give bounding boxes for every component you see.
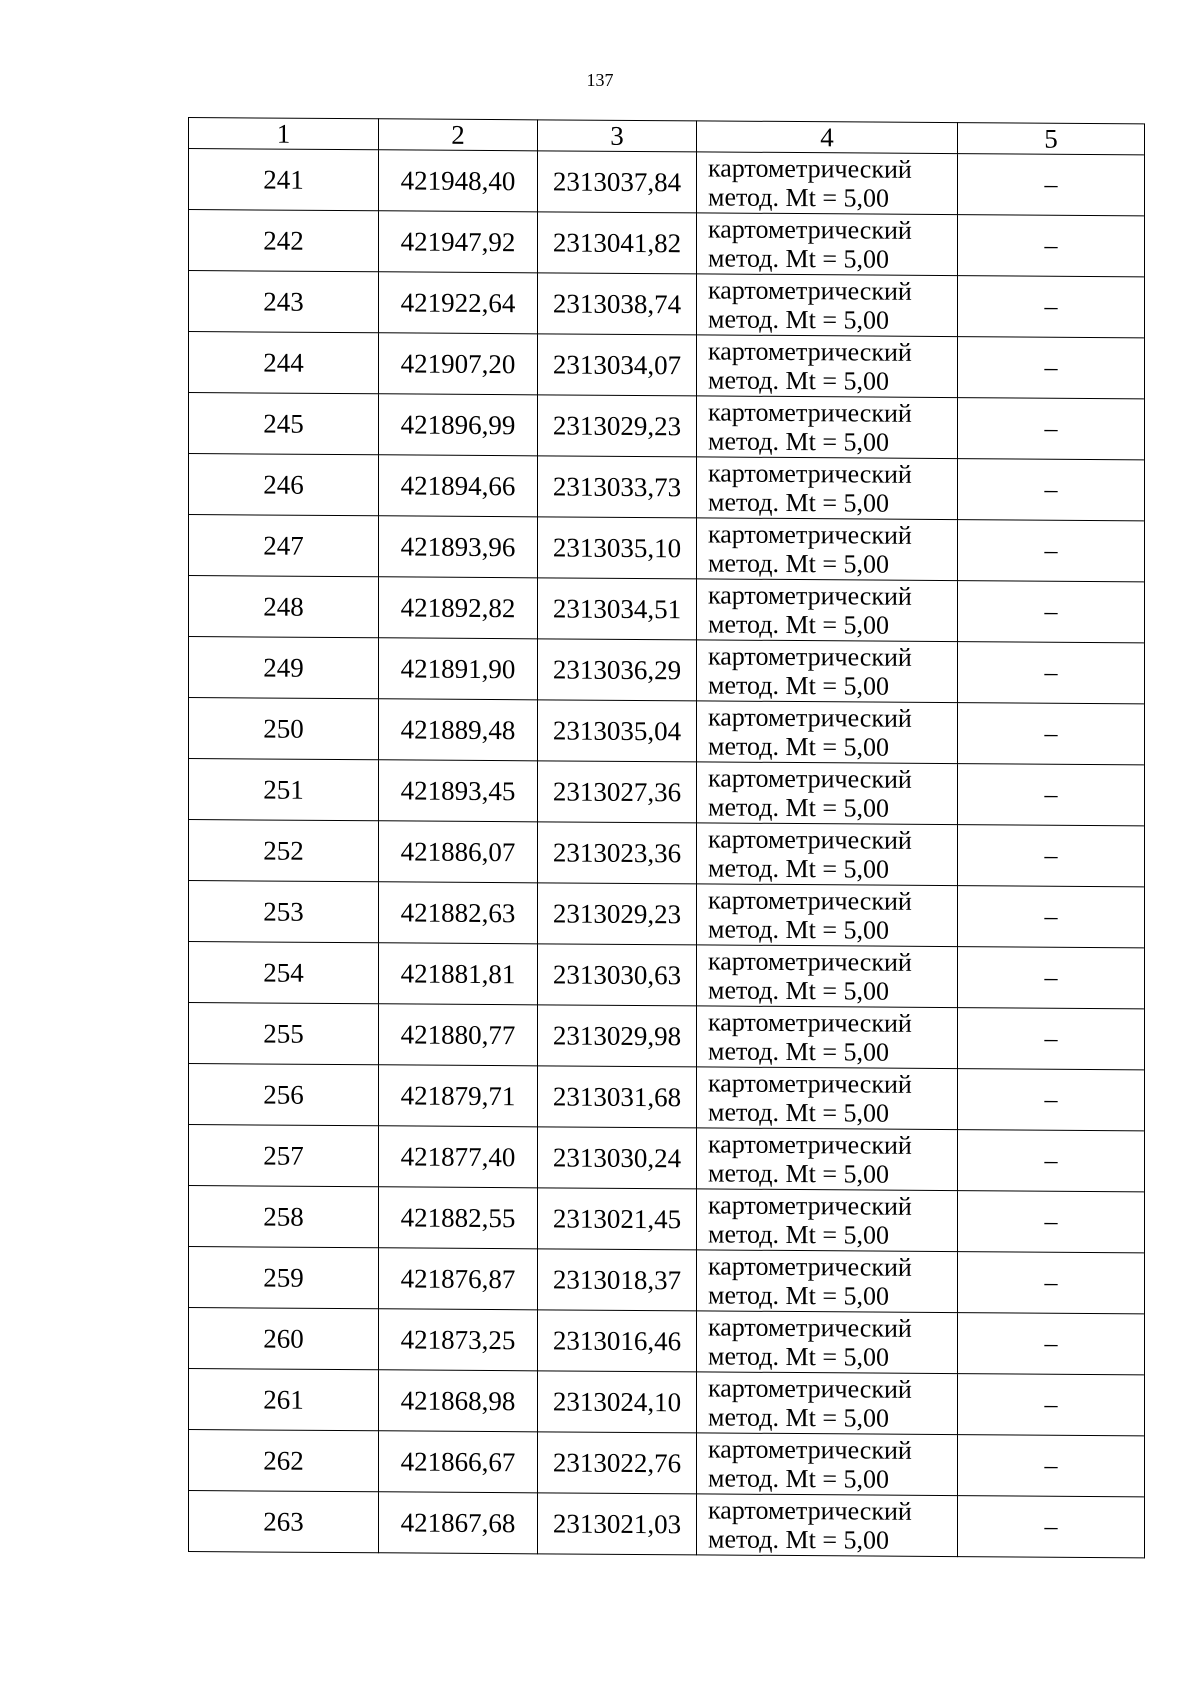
method-name: картометрический bbox=[708, 1068, 912, 1099]
note-cell: – bbox=[958, 398, 1145, 460]
table-row bbox=[189, 1064, 1145, 1131]
x-coordinate-cell: 421922,64 bbox=[379, 272, 538, 334]
method-cell bbox=[697, 1006, 958, 1069]
method-name: картометрический bbox=[708, 580, 912, 611]
method-accuracy: метод. Mt = 5,00 bbox=[708, 670, 889, 701]
method-cell bbox=[697, 1128, 958, 1191]
table-row bbox=[189, 515, 1145, 582]
table-row bbox=[189, 759, 1145, 826]
method-name: картометрический bbox=[708, 1129, 912, 1160]
y-coordinate-cell: 2313034,51 bbox=[538, 578, 697, 640]
column-header-1: 1 bbox=[189, 118, 379, 150]
point-number-cell: 241 bbox=[189, 149, 379, 211]
method-cell bbox=[697, 1067, 958, 1130]
y-coordinate-cell: 2313030,63 bbox=[538, 944, 697, 1006]
method-cell bbox=[697, 762, 958, 825]
point-number-cell: 256 bbox=[189, 1064, 379, 1126]
point-number-cell: 250 bbox=[189, 698, 379, 760]
point-number-cell: 263 bbox=[189, 1491, 379, 1553]
point-number-cell: 257 bbox=[189, 1125, 379, 1187]
table-row bbox=[189, 576, 1145, 643]
y-coordinate-cell: 2313035,10 bbox=[538, 517, 697, 579]
method-accuracy: метод. Mt = 5,00 bbox=[708, 1280, 889, 1311]
method-name: картометрический bbox=[708, 1495, 912, 1526]
y-coordinate-cell: 2313023,36 bbox=[538, 822, 697, 884]
method-cell bbox=[697, 1372, 958, 1435]
method-name: картометрический bbox=[708, 397, 912, 428]
method-cell bbox=[697, 1250, 958, 1313]
y-coordinate-cell: 2313027,36 bbox=[538, 761, 697, 823]
method-cell bbox=[697, 579, 958, 642]
method-accuracy: метод. Mt = 5,00 bbox=[708, 1463, 889, 1494]
x-coordinate-cell: 421880,77 bbox=[379, 1004, 538, 1066]
note-cell: – bbox=[958, 1435, 1145, 1497]
x-coordinate-cell: 421866,67 bbox=[379, 1431, 538, 1493]
method-cell bbox=[697, 945, 958, 1008]
point-number-cell: 258 bbox=[189, 1186, 379, 1248]
method-accuracy: метод. Mt = 5,00 bbox=[708, 365, 889, 396]
method-name: картометрический bbox=[708, 1434, 912, 1465]
point-number-cell: 246 bbox=[189, 454, 379, 516]
point-number-cell: 259 bbox=[189, 1247, 379, 1309]
method-cell bbox=[697, 396, 958, 459]
y-coordinate-cell: 2313030,24 bbox=[538, 1127, 697, 1189]
method-name: картометрический bbox=[708, 458, 912, 489]
note-cell: – bbox=[958, 947, 1145, 1009]
point-number-cell: 249 bbox=[189, 637, 379, 699]
note-cell: – bbox=[958, 1191, 1145, 1253]
y-coordinate-cell: 2313036,29 bbox=[538, 639, 697, 701]
y-coordinate-cell: 2313031,68 bbox=[538, 1066, 697, 1128]
x-coordinate-cell: 421868,98 bbox=[379, 1370, 538, 1432]
point-number-cell: 261 bbox=[189, 1369, 379, 1431]
method-name: картометрический bbox=[708, 153, 912, 184]
x-coordinate-cell: 421893,96 bbox=[379, 516, 538, 578]
method-accuracy: метод. Mt = 5,00 bbox=[708, 914, 889, 945]
method-cell bbox=[697, 1494, 958, 1557]
method-accuracy: метод. Mt = 5,00 bbox=[708, 853, 889, 884]
method-accuracy: метод. Mt = 5,00 bbox=[708, 1524, 889, 1555]
note-cell: – bbox=[958, 520, 1145, 582]
point-number-cell: 253 bbox=[189, 881, 379, 943]
x-coordinate-cell: 421881,81 bbox=[379, 943, 538, 1005]
method-cell bbox=[697, 213, 958, 276]
table-row bbox=[189, 1369, 1145, 1436]
point-number-cell: 245 bbox=[189, 393, 379, 455]
y-coordinate-cell: 2313029,98 bbox=[538, 1005, 697, 1067]
point-number-cell: 255 bbox=[189, 1003, 379, 1065]
method-cell bbox=[697, 640, 958, 703]
method-name: картометрический bbox=[708, 702, 912, 733]
method-name: картометрический bbox=[708, 641, 912, 672]
point-number-cell: 252 bbox=[189, 820, 379, 882]
column-header-5: 5 bbox=[958, 123, 1145, 155]
note-cell: – bbox=[958, 459, 1145, 521]
column-header-2: 2 bbox=[379, 119, 538, 151]
page-number: 137 bbox=[586, 70, 614, 90]
y-coordinate-cell: 2313041,82 bbox=[538, 212, 697, 274]
x-coordinate-cell: 421882,63 bbox=[379, 882, 538, 944]
method-name: картометрический bbox=[708, 885, 912, 916]
table-body bbox=[189, 149, 1145, 1558]
note-cell: – bbox=[958, 1496, 1145, 1558]
table-row bbox=[189, 1125, 1145, 1192]
note-cell: – bbox=[958, 703, 1145, 765]
method-accuracy: метод. Mt = 5,00 bbox=[708, 1158, 889, 1189]
y-coordinate-cell: 2313029,23 bbox=[538, 395, 697, 457]
method-cell bbox=[697, 457, 958, 520]
method-name: картометрический bbox=[708, 1007, 912, 1038]
table-row bbox=[189, 149, 1145, 216]
method-accuracy: метод. Mt = 5,00 bbox=[708, 975, 889, 1006]
method-accuracy: метод. Mt = 5,00 bbox=[708, 487, 889, 518]
method-cell bbox=[697, 701, 958, 764]
point-number-cell: 247 bbox=[189, 515, 379, 577]
x-coordinate-cell: 421886,07 bbox=[379, 821, 538, 883]
method-name: картометрический bbox=[708, 1373, 912, 1404]
y-coordinate-cell: 2313029,23 bbox=[538, 883, 697, 945]
note-cell: – bbox=[958, 581, 1145, 643]
method-name: картометрический bbox=[708, 214, 912, 245]
method-cell bbox=[697, 823, 958, 886]
method-name: картометрический bbox=[708, 336, 912, 367]
y-coordinate-cell: 2313034,07 bbox=[538, 334, 697, 396]
method-accuracy: метод. Mt = 5,00 bbox=[708, 1219, 889, 1250]
note-cell: – bbox=[958, 154, 1145, 216]
note-cell: – bbox=[958, 1008, 1145, 1070]
table-row bbox=[189, 210, 1145, 277]
method-name: картометрический bbox=[708, 763, 912, 794]
note-cell: – bbox=[958, 1374, 1145, 1436]
note-cell: – bbox=[958, 215, 1145, 277]
point-number-cell: 248 bbox=[189, 576, 379, 638]
table-row bbox=[189, 393, 1145, 460]
y-coordinate-cell: 2313033,73 bbox=[538, 456, 697, 518]
table-row bbox=[189, 332, 1145, 399]
x-coordinate-cell: 421867,68 bbox=[379, 1492, 538, 1554]
table-row bbox=[189, 1430, 1145, 1497]
table-row bbox=[189, 637, 1145, 704]
x-coordinate-cell: 421907,20 bbox=[379, 333, 538, 395]
x-coordinate-cell: 421873,25 bbox=[379, 1309, 538, 1371]
table-row bbox=[189, 1003, 1145, 1070]
table-row bbox=[189, 1491, 1145, 1558]
note-cell: – bbox=[958, 1069, 1145, 1131]
point-number-cell: 251 bbox=[189, 759, 379, 821]
note-cell: – bbox=[958, 825, 1145, 887]
x-coordinate-cell: 421889,48 bbox=[379, 699, 538, 761]
method-accuracy: метод. Mt = 5,00 bbox=[708, 1036, 889, 1067]
note-cell: – bbox=[958, 276, 1145, 338]
table-row bbox=[189, 820, 1145, 887]
method-accuracy: метод. Mt = 5,00 bbox=[708, 1341, 889, 1372]
x-coordinate-cell: 421893,45 bbox=[379, 760, 538, 822]
table-row bbox=[189, 454, 1145, 521]
method-name: картометрический bbox=[708, 1312, 912, 1343]
method-cell bbox=[697, 152, 958, 215]
method-cell bbox=[697, 1433, 958, 1496]
point-number-cell: 243 bbox=[189, 271, 379, 333]
point-number-cell: 242 bbox=[189, 210, 379, 272]
method-accuracy: метод. Mt = 5,00 bbox=[708, 182, 889, 213]
method-name: картометрический bbox=[708, 1190, 912, 1221]
y-coordinate-cell: 2313016,46 bbox=[538, 1310, 697, 1372]
table-row bbox=[189, 881, 1145, 948]
method-cell bbox=[697, 1189, 958, 1252]
y-coordinate-cell: 2313038,74 bbox=[538, 273, 697, 335]
method-name: картометрический bbox=[708, 275, 912, 306]
y-coordinate-cell: 2313022,76 bbox=[538, 1432, 697, 1494]
method-cell bbox=[697, 274, 958, 337]
y-coordinate-cell: 2313021,03 bbox=[538, 1493, 697, 1555]
point-number-cell: 254 bbox=[189, 942, 379, 1004]
method-accuracy: метод. Mt = 5,00 bbox=[708, 426, 889, 457]
y-coordinate-cell: 2313018,37 bbox=[538, 1249, 697, 1311]
y-coordinate-cell: 2313024,10 bbox=[538, 1371, 697, 1433]
table-row bbox=[189, 1186, 1145, 1253]
method-name: картометрический bbox=[708, 946, 912, 977]
method-accuracy: метод. Mt = 5,00 bbox=[708, 792, 889, 823]
method-accuracy: метод. Mt = 5,00 bbox=[708, 1097, 889, 1128]
x-coordinate-cell: 421947,92 bbox=[379, 211, 538, 273]
note-cell: – bbox=[958, 764, 1145, 826]
method-accuracy: метод. Mt = 5,00 bbox=[708, 304, 889, 335]
note-cell: – bbox=[958, 1130, 1145, 1192]
point-number-cell: 262 bbox=[189, 1430, 379, 1492]
column-header-4: 4 bbox=[697, 121, 958, 154]
note-cell: – bbox=[958, 1252, 1145, 1314]
note-cell: – bbox=[958, 1313, 1145, 1375]
column-header-3: 3 bbox=[538, 120, 697, 152]
method-name: картометрический bbox=[708, 1251, 912, 1282]
y-coordinate-cell: 2313035,04 bbox=[538, 700, 697, 762]
x-coordinate-cell: 421877,40 bbox=[379, 1126, 538, 1188]
point-number-cell: 244 bbox=[189, 332, 379, 394]
x-coordinate-cell: 421879,71 bbox=[379, 1065, 538, 1127]
note-cell: – bbox=[958, 337, 1145, 399]
x-coordinate-cell: 421882,55 bbox=[379, 1187, 538, 1249]
x-coordinate-cell: 421892,82 bbox=[379, 577, 538, 639]
table-row bbox=[189, 942, 1145, 1009]
y-coordinate-cell: 2313021,45 bbox=[538, 1188, 697, 1250]
method-cell bbox=[697, 518, 958, 581]
x-coordinate-cell: 421891,90 bbox=[379, 638, 538, 700]
table-row bbox=[189, 1308, 1145, 1375]
table-row bbox=[189, 1247, 1145, 1314]
table-row bbox=[189, 698, 1145, 765]
x-coordinate-cell: 421894,66 bbox=[379, 455, 538, 517]
method-accuracy: метод. Mt = 5,00 bbox=[708, 548, 889, 579]
x-coordinate-cell: 421948,40 bbox=[379, 150, 538, 212]
method-accuracy: метод. Mt = 5,00 bbox=[708, 243, 889, 274]
method-accuracy: метод. Mt = 5,00 bbox=[708, 1402, 889, 1433]
method-name: картометрический bbox=[708, 824, 912, 855]
note-cell: – bbox=[958, 886, 1145, 948]
point-number-cell: 260 bbox=[189, 1308, 379, 1370]
method-accuracy: метод. Mt = 5,00 bbox=[708, 609, 889, 640]
coordinates-table bbox=[188, 117, 1145, 1558]
note-cell: – bbox=[958, 642, 1145, 704]
method-cell bbox=[697, 1311, 958, 1374]
method-accuracy: метод. Mt = 5,00 bbox=[708, 731, 889, 762]
y-coordinate-cell: 2313037,84 bbox=[538, 151, 697, 213]
table-row bbox=[189, 271, 1145, 338]
x-coordinate-cell: 421876,87 bbox=[379, 1248, 538, 1310]
x-coordinate-cell: 421896,99 bbox=[379, 394, 538, 456]
method-cell bbox=[697, 884, 958, 947]
method-cell bbox=[697, 335, 958, 398]
method-name: картометрический bbox=[708, 519, 912, 550]
